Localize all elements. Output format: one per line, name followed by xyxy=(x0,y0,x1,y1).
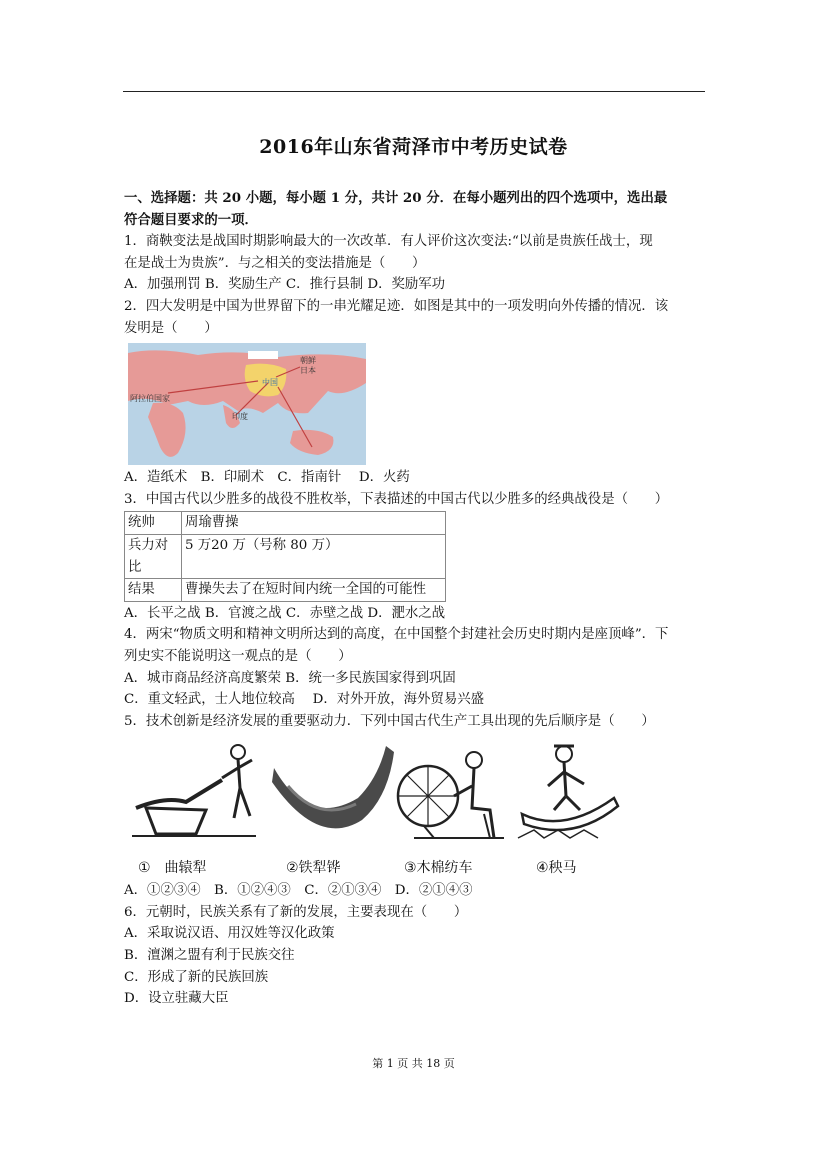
table-cell-value: 5 万20 万（号称 80 万） xyxy=(182,534,446,578)
q4-stem-line1: 4．两宋“物质文明和精神文明所达到的高度，在中国整个封建社会历史时期内是座顶峰”．下 xyxy=(124,627,669,643)
map-label-japan: 日本 xyxy=(300,366,316,376)
table-cell-value: 周瑜曹操 xyxy=(182,512,446,535)
page-title: 2016年山东省菏泽市中考历史试卷 xyxy=(259,136,568,158)
q1-stem-line2: 在是战士为贵族”．与之相关的变法措施是（ ） xyxy=(124,255,426,271)
q6-option-c: C．形成了新的民族回族 xyxy=(124,969,269,985)
battle-table xyxy=(124,511,446,601)
iron-plowshare-image xyxy=(268,738,398,850)
page-footer: 第 1 页 共 18 页 xyxy=(372,1057,455,1070)
map-label-india: 印度 xyxy=(232,412,248,422)
q6-option-b: B．澶渊之盟有利于民族交往 xyxy=(124,948,295,964)
farming-tools-figure xyxy=(126,738,626,880)
map-label-china: 中国 xyxy=(262,378,278,388)
rice-seedling-horse-image xyxy=(514,738,626,850)
q1-stem-line1: 1．商鞅变法是战国时期影响最大的一次改革．有人评价这次变法:“以前是贵族任战士，现 xyxy=(124,234,653,250)
section-heading-line2: 符合题目要求的一项． xyxy=(124,211,258,228)
q4-options-cd: C．重文轻武，士人地位较高 D．对外开放，海外贸易兴盛 xyxy=(124,692,485,708)
q2-options: A．造纸术 B．印刷术 C．指南针 D．火药 xyxy=(124,470,410,486)
table-row xyxy=(125,512,446,535)
section-heading-line1: 一、选择题：共 20 小题，每小题 1 分，共计 20 分．在每小题列出的四个选项中，选出最 xyxy=(124,190,668,206)
spinning-wheel-image xyxy=(394,738,512,850)
caption-rice-seedling-horse: ④秧马 xyxy=(536,860,577,877)
header-rule xyxy=(123,91,705,92)
q1-options: A．加强刑罚 B．奖励生产 C．推行县制 D．奖励军功 xyxy=(124,277,446,293)
table-row xyxy=(125,579,446,602)
table-cell-key: 兵力对比 xyxy=(125,534,182,578)
q6-stem: 6．元朝时，民族关系有了新的发展，主要表现在（ ） xyxy=(124,904,468,920)
map-label-korea: 朝鲜 xyxy=(300,356,316,366)
q6-option-a: A．采取说汉语、用汉姓等汉化政策 xyxy=(124,926,335,942)
q4-stem-line2: 列史实不能说明这一观点的是（ ） xyxy=(124,648,352,664)
table-cell-key: 结果 xyxy=(125,579,182,602)
table-row xyxy=(125,534,446,578)
map-label-arab: 阿拉伯国家 xyxy=(130,394,170,404)
q3-stem: 3．中国古代以少胜多的战役不胜枚举，下表描述的中国古代以少胜多的经典战役是（ ） xyxy=(124,491,669,507)
q6-option-d: D．设立驻藏大臣 xyxy=(124,991,229,1007)
q5-options: A．①②③④ B．①②④③ C．②①③④ D．②①④③ xyxy=(124,883,473,899)
world-map-image xyxy=(128,343,366,465)
q3-options: A．长平之战 B．官渡之战 C．赤壁之战 D．淝水之战 xyxy=(124,605,446,621)
caption-curved-plough: ① 曲辕犁 xyxy=(138,860,207,877)
table-cell-value: 曹操失去了在短时间内统一全国的可能性 xyxy=(182,579,446,602)
q2-stem-line1: 2．四大发明是中国为世界留下的一串光耀足迹．如图是其中的一项发明向外传播的情况．该 xyxy=(124,298,669,314)
curved-plough-image xyxy=(126,738,266,850)
q4-options-ab: A．城市商品经济高度繁荣 B．统一多民族国家得到巩固 xyxy=(124,670,456,686)
exam-content xyxy=(124,188,706,1010)
caption-spinning-wheel: ③木棉纺车 xyxy=(404,860,473,877)
caption-iron-plowshare: ②铁犁铧 xyxy=(286,860,341,877)
q2-stem-line2: 发明是（ ） xyxy=(124,320,218,336)
table-cell-key: 统帅 xyxy=(125,512,182,535)
q5-stem: 5．技术创新是经济发展的重要驱动力．下列中国古代生产工具出现的先后顺序是（ ） xyxy=(124,713,655,729)
